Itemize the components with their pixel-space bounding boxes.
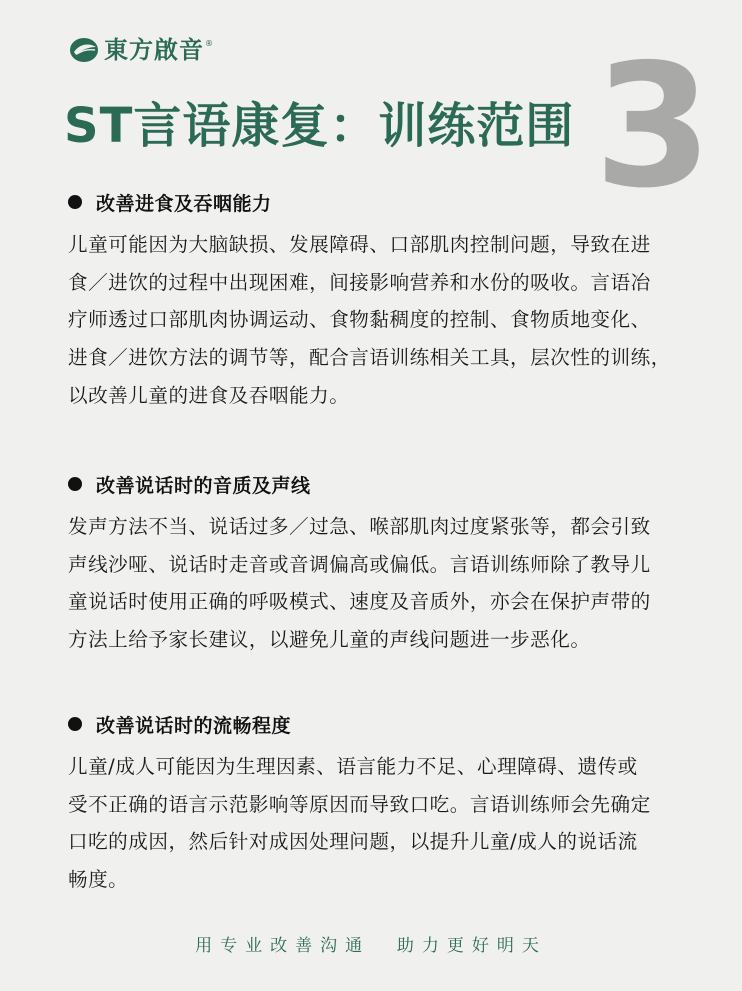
body-line: 发声方法不当、说话过多／过急、喉部肌肉过度紧张等，都会引致: [68, 515, 651, 538]
section-body: [68, 508, 728, 659]
body-line: 口吃的成因，然后针对成因处理问题，以提升儿童/成人的说话流: [68, 830, 638, 854]
page-title: ST言语康复：训练范围: [64, 98, 575, 154]
section-voice: [68, 466, 728, 659]
body-line: 儿童/成人可能因为生理因素、语言能力不足、心理障碍、遗传或: [68, 755, 638, 778]
body-line: 疗师透过口部肌肉协调运动、食物黏稠度的控制、食物质地变化、: [68, 308, 651, 332]
body-line: 进食／进饮方法的调节等，配合言语训练相关工具，层次性的训练，: [68, 346, 671, 370]
section-heading: [68, 466, 728, 502]
section-title: 改善进食及吞咽能力: [96, 192, 272, 215]
body-line: 畅度。: [68, 868, 129, 892]
body-line: 食／进饮的过程中出现困难，间接影响营养和水份的吸收。言语冶: [68, 270, 651, 294]
section-title: 改善说话时的音质及声线: [96, 474, 311, 497]
section-swallowing: [68, 184, 728, 414]
body-line: 声线沙哑、说话时走音或音调偏高或偏低。言语训练师除了教导儿: [68, 552, 651, 576]
registered-mark: ®: [205, 39, 213, 48]
section-heading: [68, 184, 728, 220]
bullet-icon: [68, 195, 82, 209]
leaf-circle-logo-icon: [68, 35, 102, 65]
section-fluency: [68, 706, 728, 899]
brand-name: 東方啟音: [104, 35, 204, 64]
body-line: 受不正确的语言示范影响等原因而导致口吃。言语训练师会先确定: [68, 792, 651, 816]
section-heading: [68, 706, 728, 742]
body-line: 以改善儿童的进食及吞咽能力。: [68, 383, 350, 407]
body-line: 儿童可能因为大脑缺损、发展障碍、口部肌肉控制问题，导致在进: [68, 233, 651, 256]
footer-slogan: 用专业改善沟通 助力更好明天: [195, 936, 547, 956]
body-line: 童说话时使用正确的呼吸模式、速度及音质外，亦会在保护声带的: [68, 590, 651, 614]
section-body: [68, 226, 728, 414]
page-number-3: 3: [594, 28, 713, 226]
brand-logo: [68, 33, 213, 67]
body-line: 方法上给予家长建议，以避免儿童的声线问题进一步恶化。: [68, 628, 591, 652]
bullet-icon: [68, 717, 82, 731]
bullet-icon: [68, 477, 82, 491]
section-title: 改善说话时的流畅程度: [96, 714, 292, 737]
section-body: [68, 748, 728, 899]
